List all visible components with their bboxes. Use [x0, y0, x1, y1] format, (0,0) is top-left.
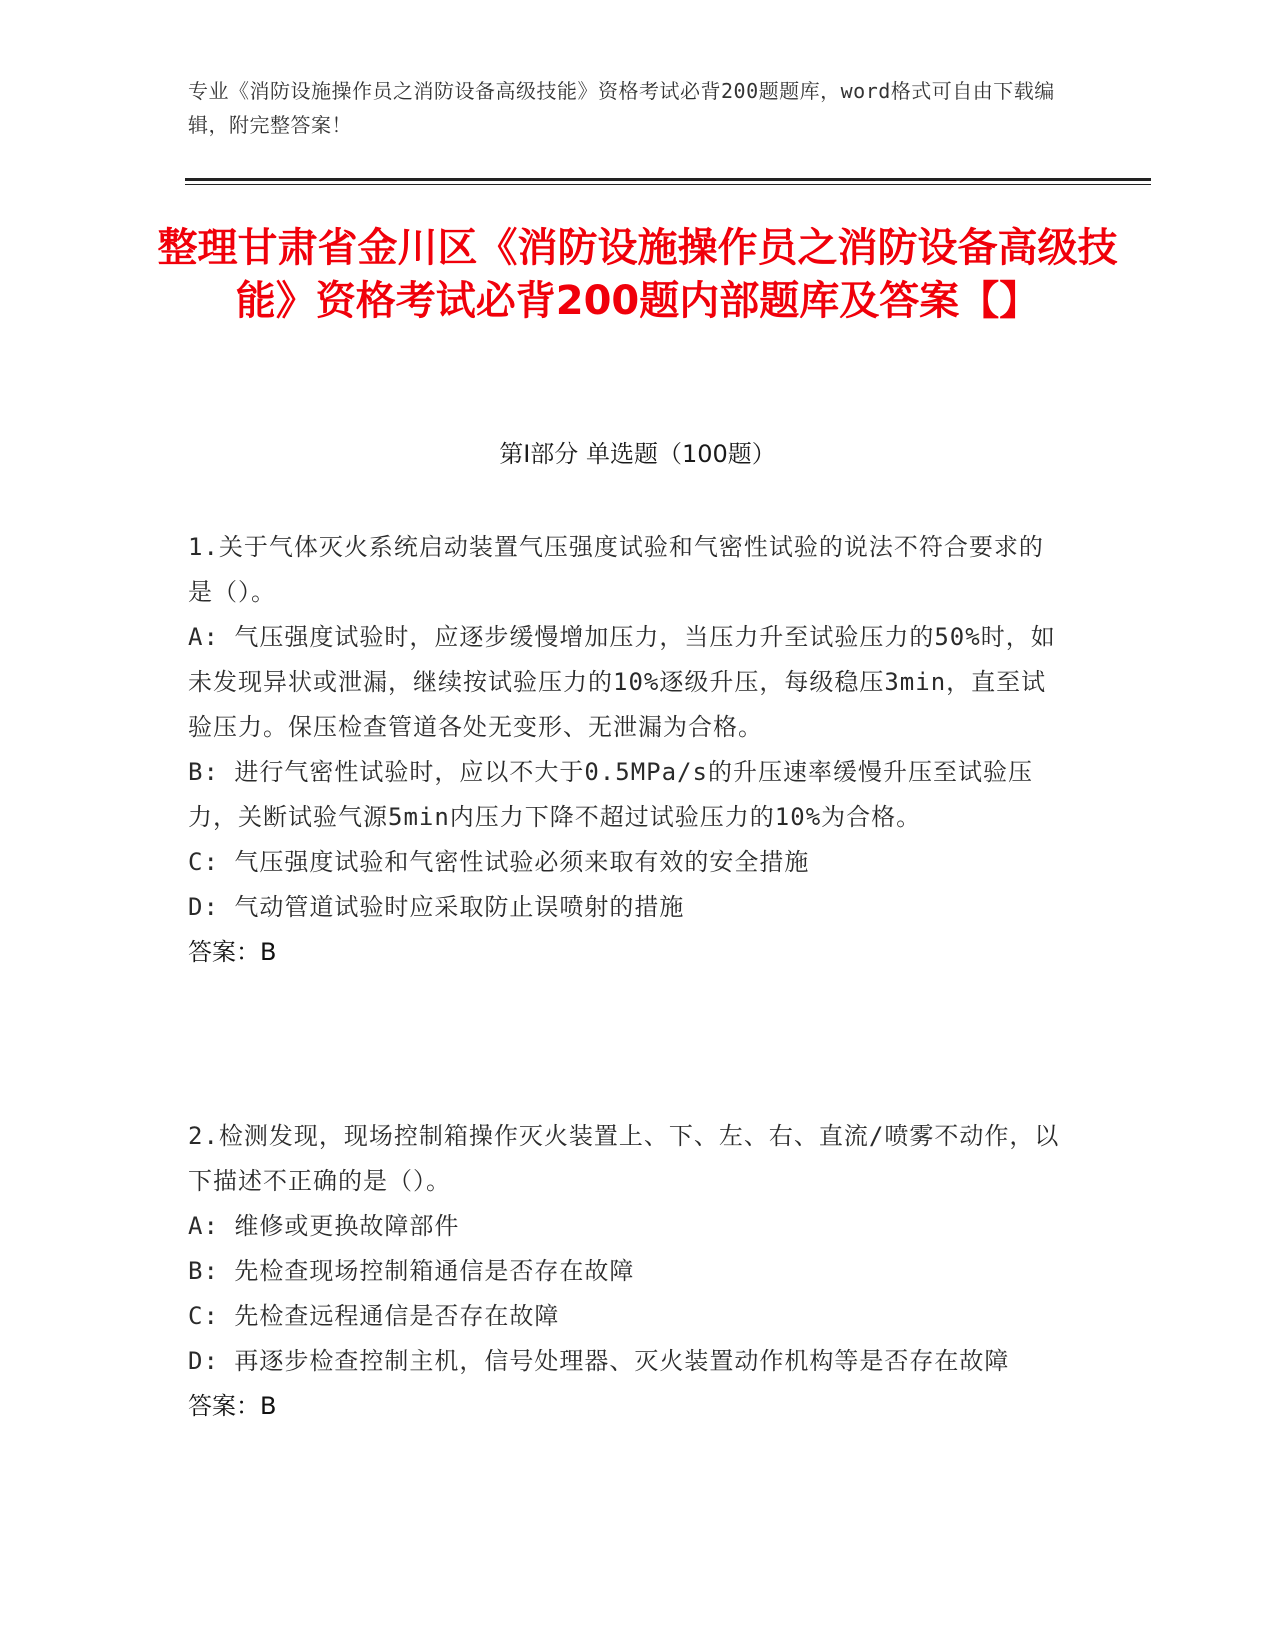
option-c: C: 气压强度试验和气密性试验必须来取有效的安全措施	[188, 848, 810, 876]
question-stem: 2.检测发现，现场控制箱操作灭火装置上、下、左、右、直流/喷雾不动作，以下描述不正确的是（）。	[188, 1122, 1060, 1195]
option-d: D: 再逐步检查控制主机，信号处理器、灭火装置动作机构等是否存在故障	[188, 1347, 1010, 1375]
question-stem: 1.关于气体灭火系统启动装置气压强度试验和气密性试验的说法不符合要求的是（）。	[188, 533, 1044, 606]
section-heading: 第I部分 单选题（100题）	[499, 440, 776, 468]
option-a: A: 维修或更换故障部件	[188, 1212, 460, 1240]
document-title: 整理甘肃省金川区《消防设施操作员之消防设备高级技能》资格考试必背200题内部题库及答案【】	[157, 225, 1118, 324]
header-divider-thick	[185, 178, 1151, 181]
header-divider-thin	[185, 184, 1151, 185]
option-c: C: 先检查远程通信是否存在故障	[188, 1302, 560, 1330]
option-b: B: 先检查现场控制箱通信是否存在故障	[188, 1257, 635, 1285]
answer-line: 答案：B	[188, 938, 277, 966]
answer-line: 答案：B	[188, 1392, 277, 1420]
question-item	[188, 1114, 1068, 1429]
header-note: 专业《消防设施操作员之消防设备高级技能》资格考试必背200题题库，word格式可自由下载编辑，附完整答案！	[188, 79, 1055, 137]
option-a: A: 气压强度试验时，应逐步缓慢增加压力，当压力升至试验压力的50%时，如未发现异状或泄漏，继续按试验压力的10%逐级升压，每级稳压3min，直至试验压力。保压检查管道各处无变形、无泄漏为合格。	[188, 623, 1056, 741]
option-b: B: 进行气密性试验时，应以不大于0.5MPa/s的升压速率缓慢升压至试验压力，关断试验气源5min内压力下降不超过试验压力的10%为合格。	[188, 758, 1033, 831]
question-item	[188, 525, 1068, 975]
option-d: D: 气动管道试验时应采取防止误喷射的措施	[188, 893, 685, 921]
